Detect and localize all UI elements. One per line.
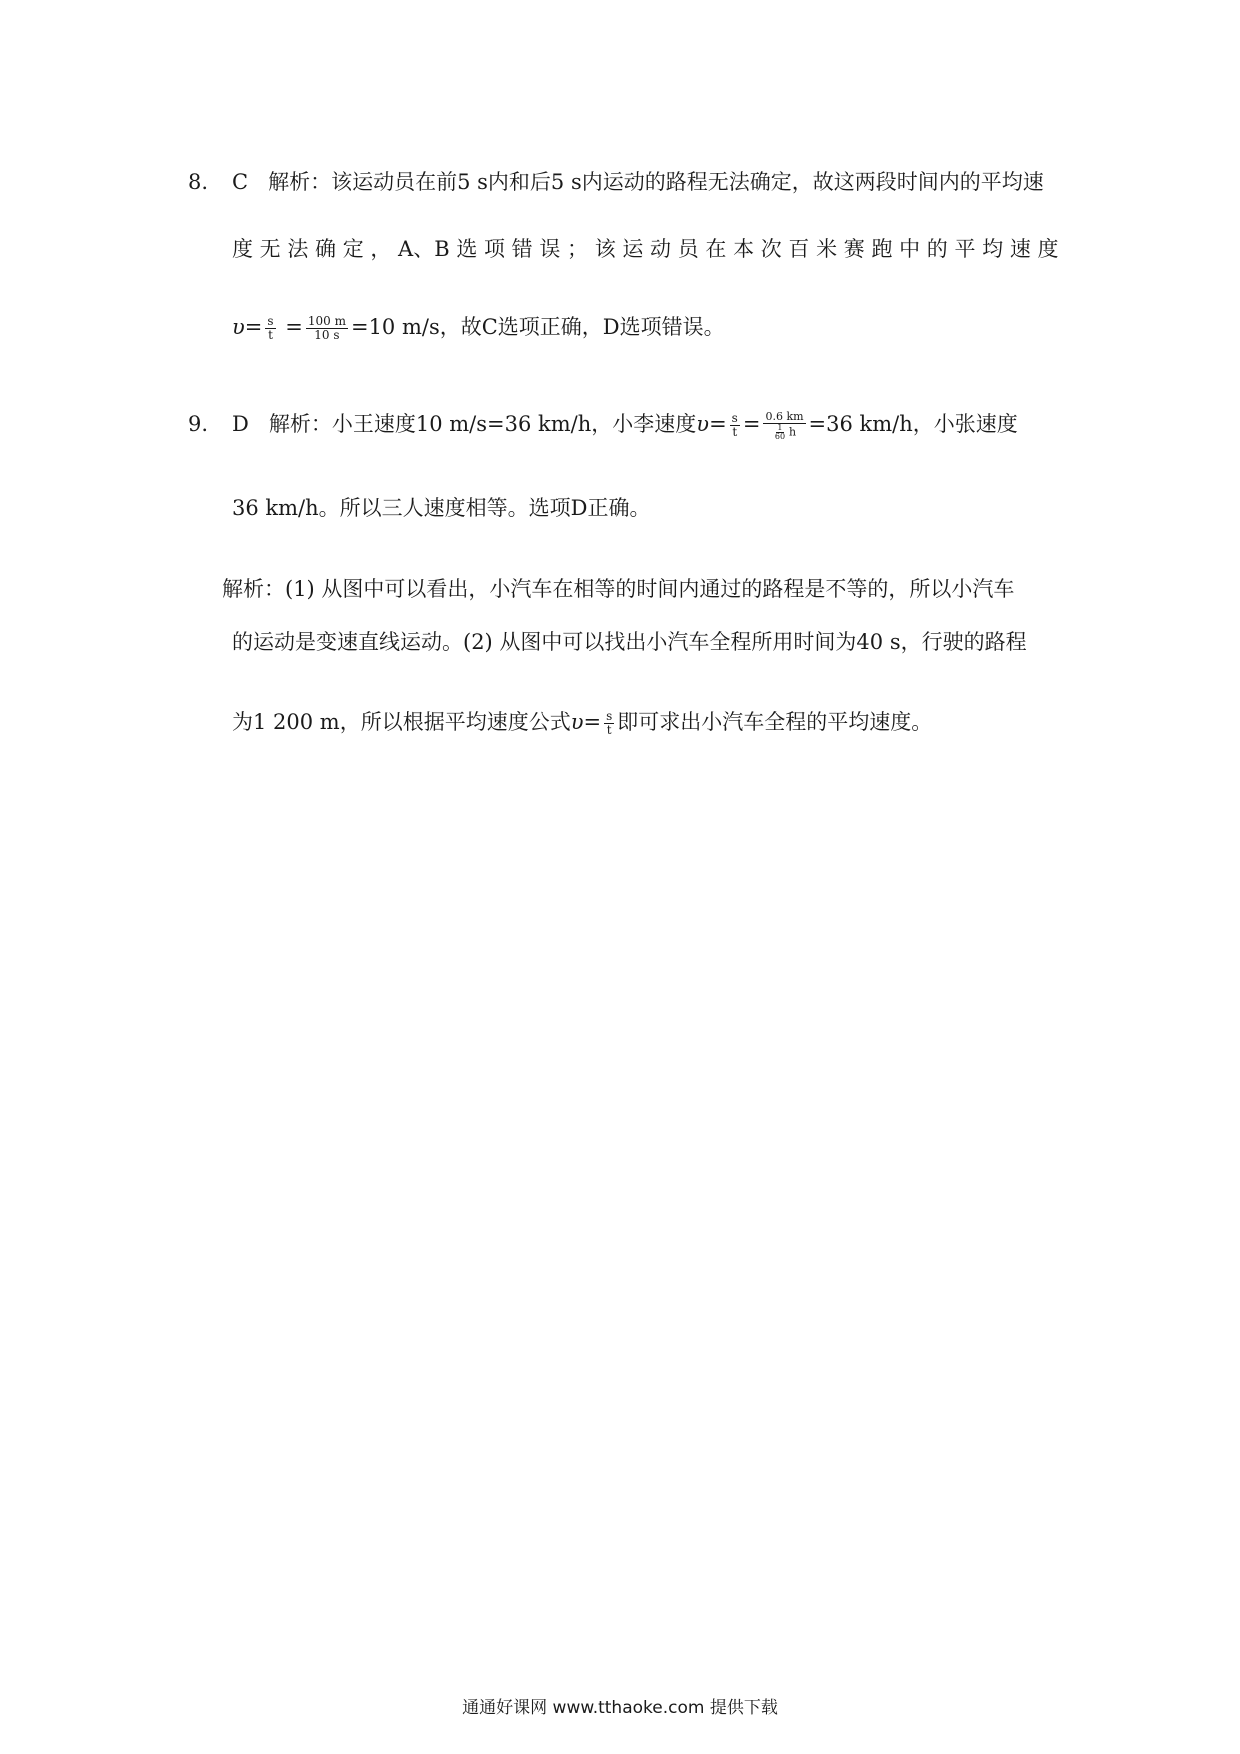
q8-explanation-1: 解析：该运动员在前5 s内和后5 s内运动的路程无法确定，故这两段时间内的平均速 [268,170,1044,194]
q9-velocity-symbol: υ [696,412,710,436]
q9-explanation-pre: 解析：小王速度10 m/s=36 km/h，小李速度 [268,412,697,436]
q9-frac2-num: 0.6 km [765,409,804,423]
q9-eq-1: = [709,412,727,436]
q9-line-2: 36 km/h。所以三人速度相等。选项D正确。 [232,496,651,520]
q8-fraction-values [306,315,348,342]
q10-frac-den: t [606,723,612,737]
q8-eq-2: = [285,315,303,339]
q8-answer: C [232,170,249,194]
q9-mini-num: 1 [777,422,783,432]
q8-frac2-num: 100 m [307,314,346,328]
page-footer: 通通好课网 www.tthaoke.com 提供下载 [462,1698,778,1718]
q10-line3-post: 即可求出小汽车全程的平均速度。 [617,710,933,734]
q10-line-3 [232,708,932,737]
q9-fraction-st [730,412,740,439]
q9-frac2-unit: h [789,425,797,438]
q8-result: =10 m/s [350,315,440,339]
q10-line3-pre: 为1 200 m，所以根据平均速度公式 [232,710,571,734]
q8-eq-1: = [244,315,263,339]
q8-fraction-st [265,315,275,342]
q9-frac1-num: s [731,411,738,425]
q9-frac1-den: t [732,425,738,439]
q9-fraction-values [763,411,805,441]
q10-velocity-symbol: υ [570,710,584,734]
q9-frac2-den [771,424,798,441]
q8-velocity-symbol: υ [232,315,245,339]
q8-conclusion: ，故C选项正确，D选项错误。 [439,315,725,339]
q9-mini-fraction [773,424,787,441]
q8-line-1 [232,168,1044,196]
q9-number: 9. [188,412,209,436]
q9-explanation-post: =36 km/h，小张速度 [808,412,1018,436]
q8-frac2-den: 10 s [314,328,340,342]
q8-number: 8. [188,170,209,194]
q10-fraction-st [604,710,614,737]
q9-mini-den: 60 [774,431,786,441]
q9-line-1 [232,410,1018,441]
q8-frac1-num: s [267,314,274,328]
q9-answer: D [232,412,249,436]
q9-eq-2: = [742,412,761,436]
q10-line-2: 的运动是变速直线运动。(2) 从图中可以找出小汽车全程所用时间为40 s，行驶的路程 [232,630,1027,654]
q10-line-1: 解析：(1) 从图中可以看出，小汽车在相等的时间内通过的路程是不等的，所以小汽车 [222,577,1015,601]
q8-formula [232,313,725,342]
q8-frac1-den: t [268,328,273,342]
q8-line-2: 度 无 法 确 定 ， A、B 选 项 错 误 ； 该 运 动 员 在 本 次 百 米 赛 跑 中 的 平 均 速 度 [232,237,1059,261]
q10-eq: = [583,710,602,734]
q10-frac-num: s [606,709,613,723]
